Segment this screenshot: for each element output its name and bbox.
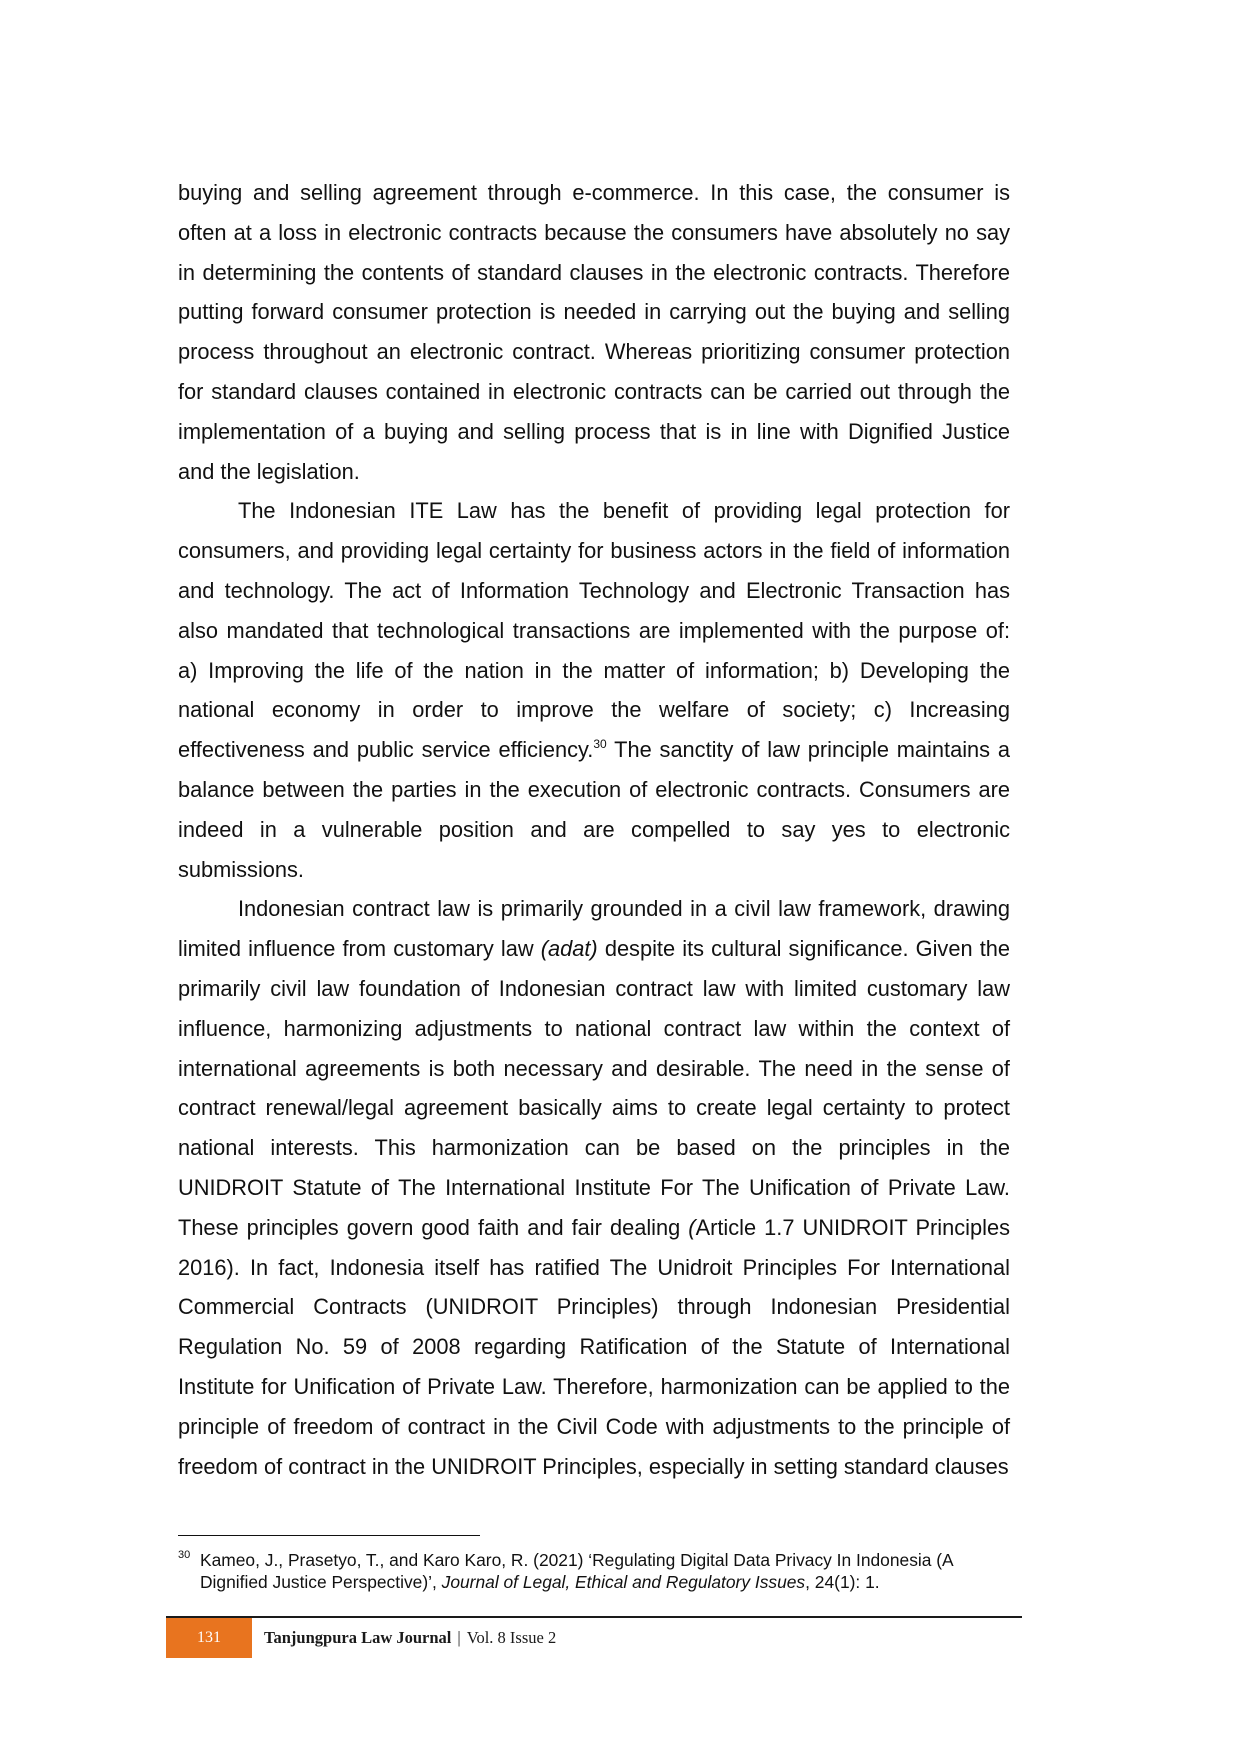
adat-term: (adat) bbox=[540, 936, 598, 962]
footnote-text bbox=[178, 1550, 1010, 1593]
paragraph-3 bbox=[178, 889, 1010, 1486]
paragraph-2-text-a: The Indonesian ITE Law has the benefit of providing legal protection for consumers, and providing legal certainty for business actors in the field of information and technology. The act of Information Technology and Electronic Transaction has also mandated that technological transactions are implemented with the purpose of: a) Improving the life of the nation in the matter of information; b) Developing the national economy in order to improve the welfare of society; c) Increasing effectiveness and public service efficiency. bbox=[178, 498, 1010, 763]
footnote-number: 30 bbox=[178, 1549, 191, 1561]
paragraph-2-text-b: The sanctity of law principle maintains a balance between the parties in the execution of electronic contracts. Consumers are indeed in a vulnerable position and are compelled to say yes to electronic submissions. bbox=[178, 737, 1011, 882]
journal-name: Tanjungpura Law Journal bbox=[264, 1628, 452, 1647]
footnote-reference: 30 bbox=[593, 737, 607, 752]
page-number: 131 bbox=[197, 1629, 221, 1646]
footnote-citation: Kameo, J., Prasetyo, T., and Karo Karo, R. (2021) ‘Regulating Digital Data Privacy In Indonesia (A Dignified Justice Perspective)’, bbox=[200, 1550, 953, 1592]
footnote-journal-title: Journal of Legal, Ethical and Regulatory Issues bbox=[441, 1571, 806, 1592]
paragraph-1-text: buying and selling agreement through e-commerce. In this case, the consumer is often at a loss in electronic contracts because the consumers have absolutely no say in determining the contents of standard clauses in the electronic contracts. Therefore putting forward consumer protection is needed in carrying out the buying and selling process throughout an electronic contract. Whereas prioritizing consumer protection for standard clauses contained in electronic contracts can be carried out through the implementation of a buying and selling process that is in line with Dignified Justice and the legislation. bbox=[178, 180, 1010, 484]
footnote bbox=[178, 1550, 1010, 1593]
body-text bbox=[178, 173, 1010, 1486]
italic-paren: ( bbox=[688, 1214, 696, 1240]
paragraph-3-text-a: Indonesian contract law is primarily grounded in a civil law framework, drawing limited influence from customary law bbox=[178, 896, 1010, 962]
footer-separator: | bbox=[457, 1628, 461, 1647]
paragraph-3-text-c: Article 1.7 UNIDROIT Principles 2016). In fact, Indonesia itself has ratified The Unidroit Principles For International Commercial Contracts (UNIDROIT Principles) through Indonesian Presidential Regulation No. 59 of 2008 regarding Ratification of the Statute of International Institute for Unification of Private Law. Therefore, harmonization can be applied to the principle of freedom of contract in the Civil Code with adjustments to the principle of freedom of contract in the UNIDROIT Principles, especially in setting standard clauses bbox=[178, 1214, 1010, 1479]
page-number-badge bbox=[166, 1618, 252, 1658]
footnote-citation-end: , 24(1): 1. bbox=[805, 1571, 880, 1592]
volume-issue: Vol. 8 Issue 2 bbox=[466, 1628, 557, 1647]
paragraph-1 bbox=[178, 173, 1010, 491]
running-footer bbox=[264, 1618, 556, 1658]
paragraph-2 bbox=[178, 491, 1010, 889]
footnote-separator bbox=[178, 1535, 480, 1536]
paragraph-3-text-b: despite its cultural significance. Given the primarily civil law foundation of Indonesian contract law with limited customary law influence, harmonizing adjustments to national contract law within the context of international agreements is both necessary and desirable. The need in the sense of contract renewal/legal agreement basically aims to create legal certainty to protect national interests. This harmonization can be based on the principles in the UNIDROIT Statute of The International Institute For The Unification of Private Law. These principles govern good faith and fair dealing bbox=[178, 936, 1011, 1240]
